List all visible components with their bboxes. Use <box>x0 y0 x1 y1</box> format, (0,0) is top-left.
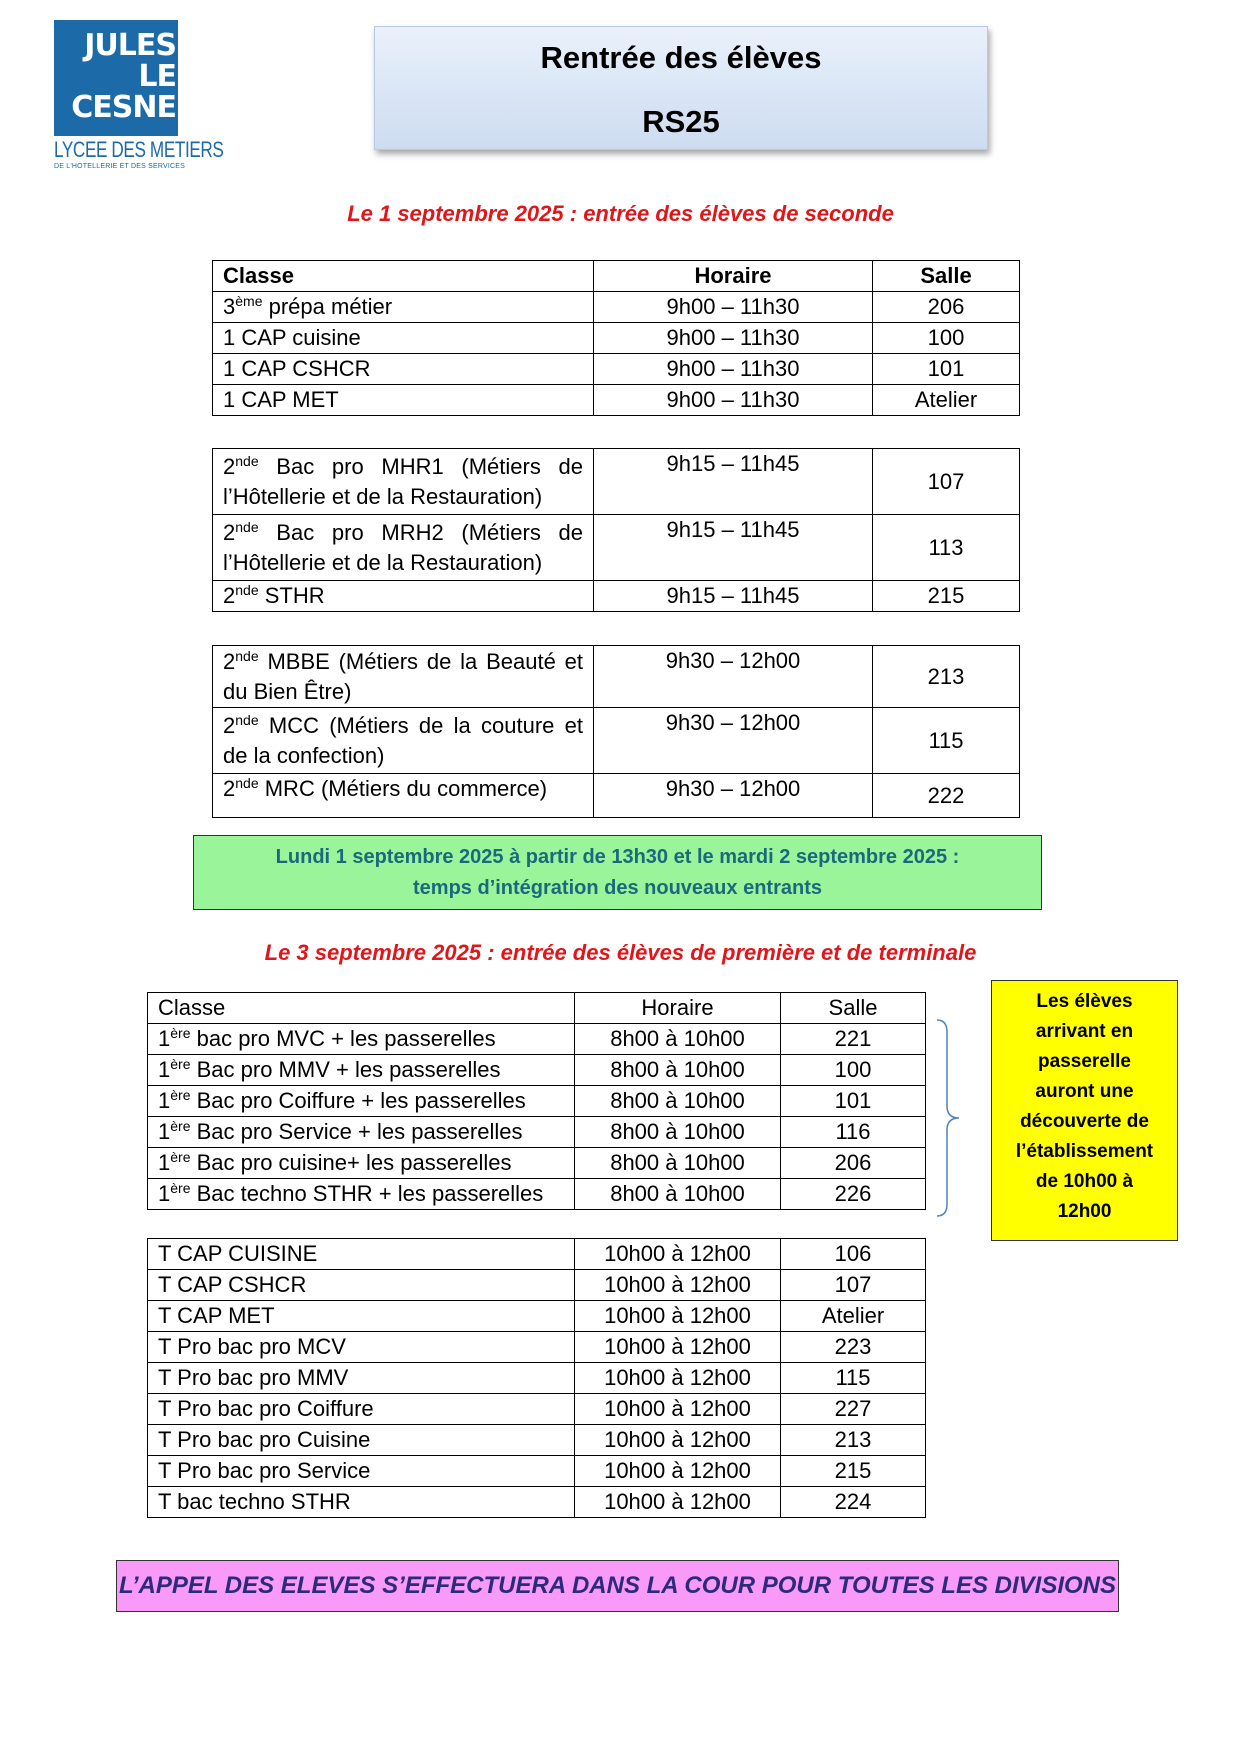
note-line: auront une <box>1035 1081 1134 1102</box>
class-sup: ère <box>170 1118 191 1134</box>
table-header-row <box>213 261 1020 292</box>
class-cell <box>148 1086 575 1117</box>
class-name: Bac pro MHR1 (Métiers de l’Hôtellerie et de la Restauration) <box>223 453 583 509</box>
class-name: prépa métier <box>268 294 393 319</box>
table-row <box>148 1024 926 1055</box>
class-cell: 1 CAP cuisine <box>213 323 594 354</box>
class-cell <box>213 515 594 581</box>
table-header-row <box>148 993 926 1024</box>
class-sup: nde <box>235 452 259 469</box>
table-row <box>213 323 1020 354</box>
integration-line1: Lundi 1 septembre 2025 à partir de 13h30 et le mardi 2 septembre 2025 : <box>275 846 960 868</box>
salle-cell: 206 <box>781 1148 926 1179</box>
salle-cell: 116 <box>781 1117 926 1148</box>
column-header-classe: Classe <box>213 261 594 292</box>
table-row <box>148 1363 926 1394</box>
column-header-salle: Salle <box>873 261 1020 292</box>
note-line: 12h00 <box>1057 1201 1112 1222</box>
class-name: Bac pro cuisine+ les passerelles <box>196 1150 512 1175</box>
salle-cell: 101 <box>781 1086 926 1117</box>
horaire-cell: 10h00 à 12h00 <box>575 1363 781 1394</box>
terminale-table <box>147 1238 926 1518</box>
table-row <box>213 774 1020 818</box>
salle-cell: 224 <box>781 1487 926 1518</box>
table-row <box>148 1394 926 1425</box>
column-header-salle: Salle <box>781 993 926 1024</box>
class-cell <box>213 292 594 323</box>
class-cell: T Pro bac pro Service <box>148 1456 575 1487</box>
page-subtitle: RS25 <box>642 104 720 139</box>
table-row <box>213 449 1020 515</box>
table-row <box>213 646 1020 708</box>
note-line: découverte de <box>1020 1111 1149 1132</box>
salle-cell: 213 <box>781 1425 926 1456</box>
horaire-cell: 9h00 – 11h30 <box>594 292 873 323</box>
horaire-cell: 10h00 à 12h00 <box>575 1425 781 1456</box>
integration-line2: temps d’intégration des nouveaux entrants <box>413 877 822 899</box>
class-cell <box>213 449 594 515</box>
table-row <box>213 581 1020 612</box>
table-row <box>213 385 1020 416</box>
class-sup: nde <box>235 775 259 791</box>
horaire-cell: 9h30 – 12h00 <box>594 708 873 774</box>
horaire-cell: 8h00 à 10h00 <box>575 1024 781 1055</box>
class-cell <box>213 581 594 612</box>
table-row <box>148 1332 926 1363</box>
header-title-box <box>374 26 988 150</box>
logo-subtitle: LYCEE DES METIERS <box>54 137 224 162</box>
class-prefix: 1 <box>158 1119 171 1144</box>
horaire-cell: 8h00 à 10h00 <box>575 1117 781 1148</box>
class-sup: ère <box>170 1056 191 1072</box>
table-row <box>213 354 1020 385</box>
horaire-cell: 9h00 – 11h30 <box>594 323 873 354</box>
salle-cell: 222 <box>873 774 1020 818</box>
class-name: Bac pro MRH2 (Métiers de l’Hôtellerie et de la Restauration) <box>223 519 583 575</box>
class-prefix: 2 <box>223 453 236 479</box>
class-name: MCC (Métiers de la couture et de la confection) <box>223 712 583 768</box>
horaire-cell: 9h30 – 12h00 <box>594 774 873 818</box>
horaire-cell: 10h00 à 12h00 <box>575 1394 781 1425</box>
class-cell <box>213 646 594 708</box>
class-cell: T Pro bac pro MCV <box>148 1332 575 1363</box>
class-prefix: 1 <box>158 1181 171 1206</box>
class-cell: T Pro bac pro MMV <box>148 1363 575 1394</box>
horaire-cell: 9h15 – 11h45 <box>594 515 873 581</box>
seconde-table-c <box>212 645 1020 818</box>
class-cell: T CAP MET <box>148 1301 575 1332</box>
horaire-cell: 9h30 – 12h00 <box>594 646 873 708</box>
class-name: Bac pro Coiffure + les passerelles <box>196 1088 526 1113</box>
section2-heading: Le 3 septembre 2025 : entrée des élèves de première et de terminale <box>264 940 977 965</box>
table-row <box>148 1301 926 1332</box>
class-prefix: 3 <box>223 294 236 319</box>
table-row <box>148 1425 926 1456</box>
table-row <box>148 1148 926 1179</box>
table-row <box>213 292 1020 323</box>
salle-cell: 223 <box>781 1332 926 1363</box>
horaire-cell: 8h00 à 10h00 <box>575 1086 781 1117</box>
salle-cell: 100 <box>873 323 1020 354</box>
horaire-cell: 9h15 – 11h45 <box>594 449 873 515</box>
salle-cell: Atelier <box>781 1301 926 1332</box>
class-cell <box>213 774 594 818</box>
seconde-table-a <box>212 260 1020 416</box>
class-prefix: 1 <box>158 1026 171 1051</box>
column-header-horaire: Horaire <box>575 993 781 1024</box>
note-line: passerelle <box>1038 1051 1131 1072</box>
salle-cell: 115 <box>781 1363 926 1394</box>
note-line: Les élèves <box>1036 991 1133 1012</box>
horaire-cell: 10h00 à 12h00 <box>575 1456 781 1487</box>
table-row <box>148 1055 926 1086</box>
class-cell: 1 CAP MET <box>213 385 594 416</box>
table-row <box>148 1239 926 1270</box>
section1-heading: Le 1 septembre 2025 : entrée des élèves de seconde <box>347 201 894 226</box>
salle-cell: Atelier <box>873 385 1020 416</box>
class-cell <box>148 1179 575 1210</box>
class-prefix: 2 <box>223 519 236 545</box>
salle-cell: 106 <box>781 1239 926 1270</box>
salle-cell: 213 <box>873 646 1020 708</box>
class-cell: T Pro bac pro Cuisine <box>148 1425 575 1456</box>
class-cell <box>148 1148 575 1179</box>
salle-cell: 226 <box>781 1179 926 1210</box>
salle-cell: 107 <box>781 1270 926 1301</box>
horaire-cell: 10h00 à 12h00 <box>575 1301 781 1332</box>
class-prefix: 2 <box>223 583 236 608</box>
class-cell: T bac techno STHR <box>148 1487 575 1518</box>
table-row <box>148 1487 926 1518</box>
class-prefix: 2 <box>223 776 236 801</box>
horaire-cell: 8h00 à 10h00 <box>575 1148 781 1179</box>
school-logo <box>54 20 178 136</box>
seconde-table-b <box>212 448 1020 612</box>
horaire-cell: 10h00 à 12h00 <box>575 1332 781 1363</box>
class-name: bac pro MVC + les passerelles <box>196 1026 496 1051</box>
salle-cell: 221 <box>781 1024 926 1055</box>
salle-cell: 215 <box>873 581 1020 612</box>
class-sup: ère <box>170 1087 191 1103</box>
passerelle-note <box>991 980 1178 1241</box>
horaire-cell: 8h00 à 10h00 <box>575 1055 781 1086</box>
table-row <box>148 1270 926 1301</box>
note-line: arrivant en <box>1035 1021 1134 1042</box>
class-sup: nde <box>235 582 259 598</box>
class-name: Bac pro Service + les passerelles <box>196 1119 523 1144</box>
salle-cell: 115 <box>873 708 1020 774</box>
table-row <box>213 708 1020 774</box>
class-cell: T CAP CSHCR <box>148 1270 575 1301</box>
salle-cell: 100 <box>781 1055 926 1086</box>
column-header-horaire: Horaire <box>594 261 873 292</box>
class-prefix: 2 <box>223 712 236 738</box>
column-header-classe: Classe <box>148 993 575 1024</box>
logo-line: JULES <box>84 28 176 63</box>
logo-tagline: DE L'HOTELLERIE ET DES SERVICES <box>54 163 185 170</box>
note-line: de 10h00 à <box>1035 1171 1134 1192</box>
logo-line: CESNE <box>71 90 176 125</box>
horaire-cell: 10h00 à 12h00 <box>575 1487 781 1518</box>
class-sup: ère <box>170 1025 191 1041</box>
class-name: STHR <box>264 583 325 608</box>
class-cell: 1 CAP CSHCR <box>213 354 594 385</box>
logo-line: LE <box>138 59 176 94</box>
class-sup: nde <box>235 647 259 664</box>
table-row <box>148 1456 926 1487</box>
class-cell: T CAP CUISINE <box>148 1239 575 1270</box>
class-prefix: 1 <box>158 1088 171 1113</box>
horaire-cell: 9h00 – 11h30 <box>594 385 873 416</box>
note-line: l’établissement <box>1015 1141 1154 1162</box>
class-prefix: 1 <box>158 1057 171 1082</box>
class-sup: ère <box>170 1180 191 1196</box>
class-sup: ème <box>235 293 263 309</box>
table-row <box>148 1086 926 1117</box>
class-sup: nde <box>235 518 259 535</box>
horaire-cell: 9h00 – 11h30 <box>594 354 873 385</box>
class-prefix: 2 <box>223 648 236 674</box>
page-title: Rentrée des élèves <box>540 40 822 75</box>
table-row <box>148 1179 926 1210</box>
assembly-notice: L’APPEL DES ELEVES S’EFFECTUERA DANS LA COUR POUR TOUTES LES DIVISIONS <box>116 1560 1119 1612</box>
salle-cell: 107 <box>873 449 1020 515</box>
class-sup: nde <box>235 711 259 728</box>
class-cell <box>213 708 594 774</box>
class-name: Bac pro MMV + les passerelles <box>196 1057 501 1082</box>
class-name: MBBE (Métiers de la Beauté et du Bien Être) <box>223 648 583 704</box>
horaire-cell: 10h00 à 12h00 <box>575 1270 781 1301</box>
class-cell: T Pro bac pro Coiffure <box>148 1394 575 1425</box>
class-prefix: 1 <box>158 1150 171 1175</box>
table-row <box>213 515 1020 581</box>
table-row <box>148 1117 926 1148</box>
horaire-cell: 9h15 – 11h45 <box>594 581 873 612</box>
premiere-table <box>147 992 926 1210</box>
class-cell <box>148 1055 575 1086</box>
salle-cell: 215 <box>781 1456 926 1487</box>
horaire-cell: 10h00 à 12h00 <box>575 1239 781 1270</box>
class-name: Bac techno STHR + les passerelles <box>196 1181 544 1206</box>
brace-icon <box>935 1018 965 1218</box>
class-cell <box>148 1117 575 1148</box>
salle-cell: 113 <box>873 515 1020 581</box>
class-sup: ère <box>170 1149 191 1165</box>
class-name: MRC (Métiers du commerce) <box>264 776 548 801</box>
integration-notice <box>193 835 1042 910</box>
class-cell <box>148 1024 575 1055</box>
horaire-cell: 8h00 à 10h00 <box>575 1179 781 1210</box>
salle-cell: 206 <box>873 292 1020 323</box>
salle-cell: 101 <box>873 354 1020 385</box>
salle-cell: 227 <box>781 1394 926 1425</box>
